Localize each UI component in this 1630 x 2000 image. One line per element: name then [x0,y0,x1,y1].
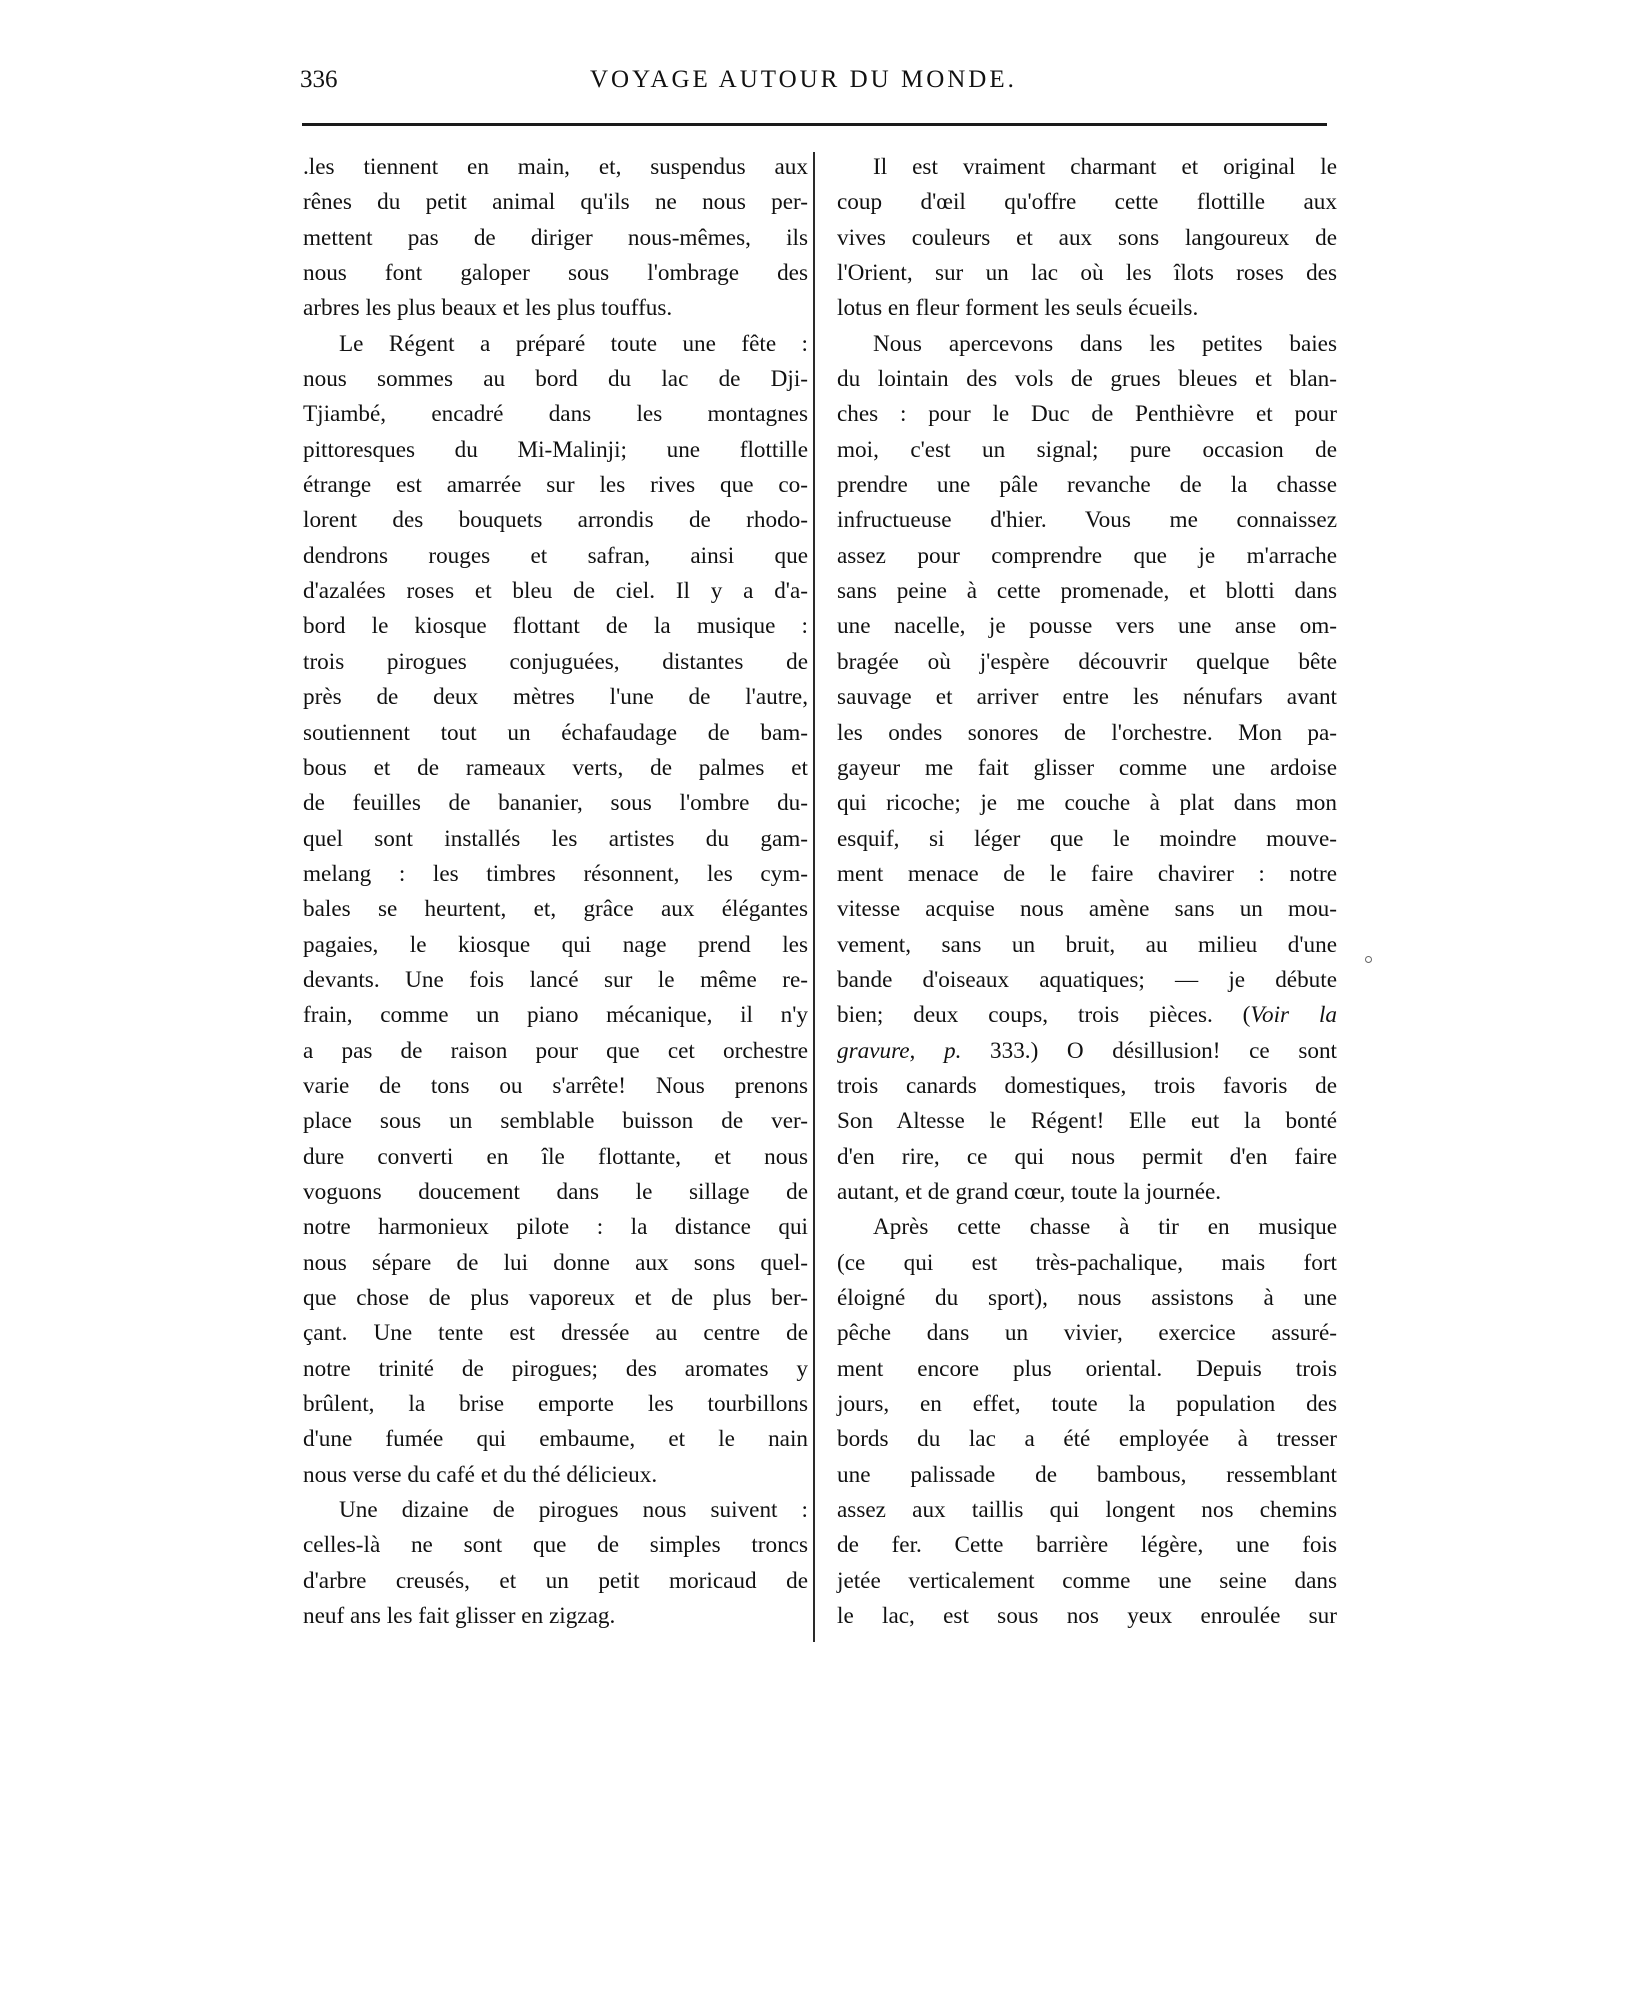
text-line: lotus en fleur forment les seuls écueils. [837,295,1199,322]
text-line: étrange est amarrée sur les rives que co- [303,472,808,499]
text-line: assez pour comprendre que je m'arrache [837,542,1337,569]
running-title: VOYAGE AUTOUR DU MONDE. [590,66,1017,93]
text-line: près de deux mètres l'une de l'autre, [303,684,808,711]
text-line: Nous apercevons dans les petites baies [873,330,1337,357]
text-line: Une dizaine de pirogues nous suivent : [339,1497,808,1524]
text-line: nous sommes au bord du lac de Dji- [303,366,808,393]
text-line: Le Régent a préparé toute une fête : [339,330,808,357]
text-line: brûlent, la brise emporte les tourbillons [303,1391,808,1418]
text-line: rênes du petit animal qu'ils ne nous per- [303,189,808,216]
text-line: mettent pas de diriger nous-mêmes, ils [303,224,808,251]
text-line: frain, comme un piano mécanique, il n'y [303,1002,808,1029]
text-line: bales se heurtent, et, grâce aux élégantes [303,896,808,923]
text-line: moi, c'est un signal; pure occasion de [837,436,1337,463]
print-speck [1365,956,1372,963]
text-line: nous sépare de lui donne aux sons quel- [303,1249,808,1276]
italic-reference: gravure, p. [837,1037,962,1064]
text-line: bande d'oiseaux aquatiques; — je débute [837,966,1337,993]
text-line: bragée où j'espère découvrir quelque bête [837,648,1337,675]
text-line: lorent des bouquets arrondis de rhodo- [303,507,808,534]
text-line: neuf ans les fait glisser en zigzag. [303,1603,616,1630]
text-line: que chose de plus vaporeux et de plus ber- [303,1285,808,1311]
text-line: jetée verticalement comme une seine dans [837,1567,1337,1594]
text-line: ment encore plus oriental. Depuis trois [837,1355,1337,1382]
text-line: a pas de raison pour que cet orchestre [303,1037,808,1064]
text-line: melang : les timbres résonnent, les cym- [303,860,808,887]
text-line: place sous un semblable buisson de ver- [303,1108,808,1135]
text-line: une nacelle, je pousse vers une anse om- [837,613,1337,640]
text-line: (ce qui est très-pachalique, mais fort [837,1249,1337,1276]
text-line: l'Orient, sur un lac où les îlots roses des [837,260,1337,287]
text-line: ches : pour le Duc de Penthièvre et pour [837,401,1337,428]
text-line: les ondes sonores de l'orchestre. Mon pa- [837,719,1337,746]
text-line: bous et de rameaux verts, de palmes et [303,754,808,781]
text-line: de feuilles de bananier, sous l'ombre du- [303,790,808,817]
text-line: vives couleurs et aux sons langoureux de [837,224,1337,251]
text-line: pêche dans un vivier, exercice assuré- [837,1320,1337,1347]
text-line: devants. Une fois lancé sur le même re- [303,966,808,993]
text-line: bord le kiosque flottant de la musique : [303,613,808,640]
header-rule [302,123,1327,126]
page-number: 336 [300,66,338,93]
text-line: le lac, est sous nos yeux enroulée sur [837,1603,1337,1630]
text-line: qui ricoche; je me couche à plat dans mon [837,790,1337,817]
text-line: nous verse du café et du thé délicieux. [303,1461,658,1488]
text-line: ment menace de le faire chavirer : notre [837,860,1337,887]
text-line: sauvage et arriver entre les nénufars avant [837,684,1337,711]
text-line: pittoresques du Mi-Malinji; une flottille [303,436,808,463]
text-line: bords du lac a été employée à tresser [837,1426,1337,1453]
text-line: pagaies, le kiosque qui nage prend les [303,931,808,958]
column-divider [813,152,815,1642]
text-line: .les tiennent en main, et, suspendus aux [303,154,808,180]
text-line: du lointain des vols de grues bleues et blan- [837,366,1337,393]
text-line: dure converti en île flottante, et nous [303,1143,808,1170]
text-line: Après cette chasse à tir en musique [873,1214,1337,1241]
text-line: prendre une pâle revanche de la chasse [837,472,1337,499]
text-line: voguons doucement dans le sillage de [303,1178,808,1205]
text-line: celles-là ne sont que de simples troncs [303,1532,808,1559]
text-line: autant, et de grand cœur, toute la journée. [837,1178,1222,1205]
text-line: dendrons rouges et safran, ainsi que [303,542,808,569]
text-line: trois pirogues conjuguées, distantes de [303,648,808,675]
italic-reference: Voir la [1250,1002,1337,1029]
text-line: varie de tons ou s'arrête! Nous prenons [303,1072,808,1099]
text-line: d'azalées roses et bleu de ciel. Il y a d'a- [303,578,808,605]
text-line: Son Altesse le Régent! Elle eut la bonté [837,1108,1337,1135]
text-line: notre harmonieux pilote : la distance qui [303,1214,808,1241]
text-line: d'arbre creusés, et un petit moricaud de [303,1567,808,1594]
text-line: notre trinité de pirogues; des aromates y [303,1355,808,1382]
text-line: nous font galoper sous l'ombrage des [303,260,808,287]
text-line: jours, en effet, toute la population des [837,1391,1337,1418]
text-line: soutiennent tout un échafaudage de bam- [303,719,808,746]
text-line: Il est vraiment charmant et original le [873,154,1337,180]
running-head [300,66,1330,106]
text-line: gayeur me fait glisser comme une ardoise [837,754,1337,781]
text-line: gravure, p. 333.) O désillusion! ce sont [837,1037,1337,1064]
text-line: arbres les plus beaux et les plus touffus. [303,295,673,322]
text-line: esquif, si léger que le moindre mouve- [837,825,1337,852]
text-line: assez aux taillis qui longent nos chemins [837,1497,1337,1524]
text-line: vement, sans un bruit, au milieu d'une [837,931,1337,958]
text-line: coup d'œil qu'offre cette flottille aux [837,189,1337,216]
text-line: une palissade de bambous, ressemblant [837,1461,1337,1488]
text-line: d'une fumée qui embaume, et le nain [303,1426,808,1453]
text-line: d'en rire, ce qui nous permit d'en faire [837,1143,1337,1170]
text-line: trois canards domestiques, trois favoris de [837,1072,1337,1099]
text-line: quel sont installés les artistes du gam- [303,825,808,852]
text-line: infructueuse d'hier. Vous me connaissez [837,507,1337,534]
text-line: vitesse acquise nous amène sans un mou- [837,896,1337,923]
text-line: de fer. Cette barrière légère, une fois [837,1532,1337,1559]
text-line: sans peine à cette promenade, et blotti dans [837,578,1337,605]
text-line: Tjiambé, encadré dans les montagnes [303,401,808,428]
text-line: bien; deux coups, trois pièces. (Voir la [837,1002,1337,1029]
right-column [837,150,1337,1634]
text-line: éloigné du sport), nous assistons à une [837,1285,1337,1311]
left-column [303,150,808,1634]
text-line: çant. Une tente est dressée au centre de [303,1320,808,1347]
